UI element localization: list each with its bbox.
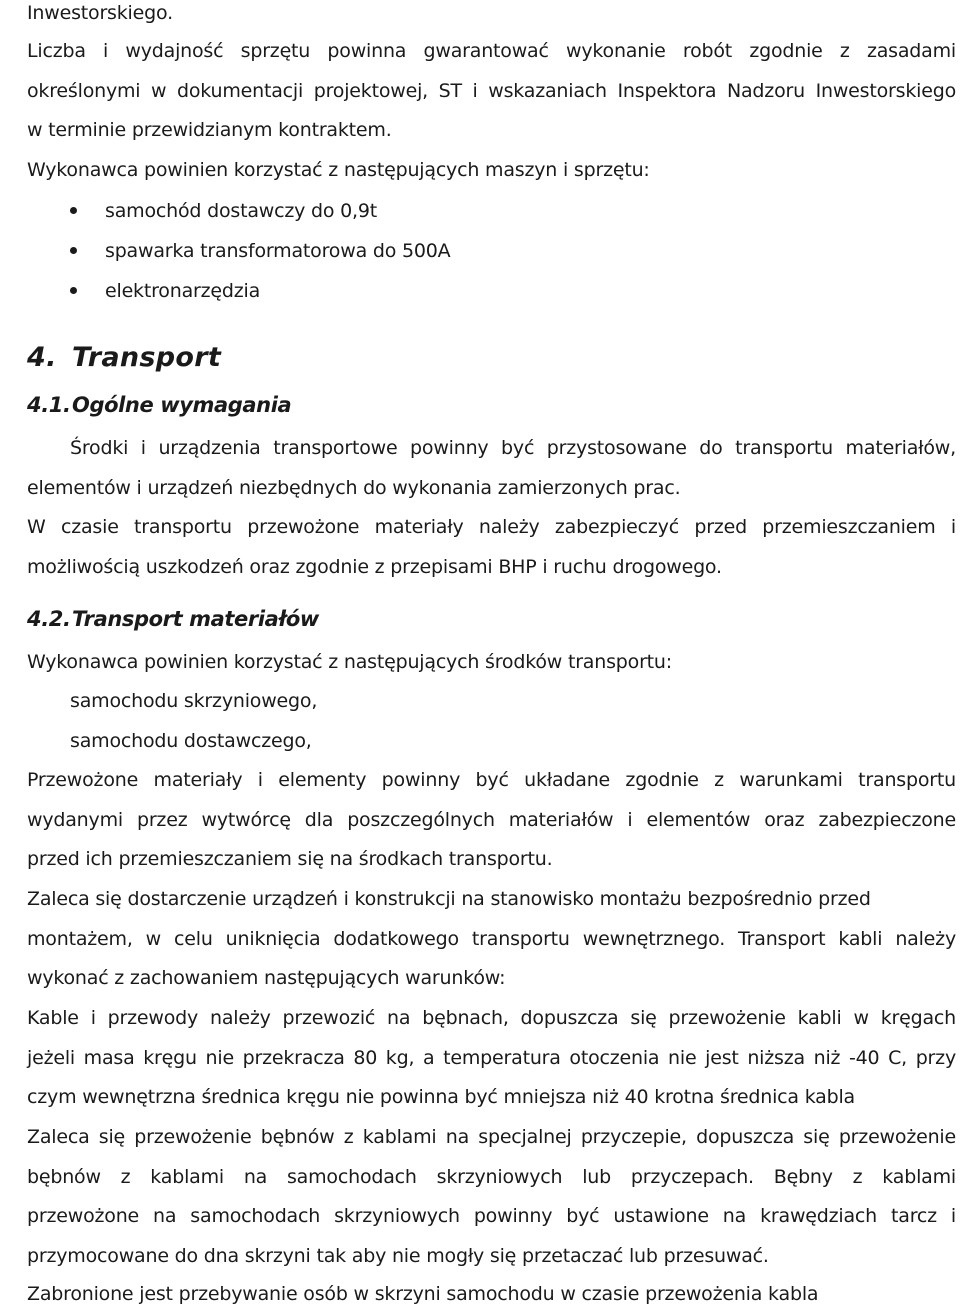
text-line: wykonać z zachowaniem następujących warunków: xyxy=(27,967,506,989)
bullet-icon xyxy=(70,247,77,254)
section-number: 4.2. xyxy=(27,607,71,631)
text-line: wydanymi przez wytwórcę dla poszczególnych materiałów i elementów oraz zabezpieczone xyxy=(27,809,956,831)
text-line: jeżeli masa kręgu nie przekracza 80 kg, a temperatura otoczenia nie jest niższa niż -40 C, przy xyxy=(27,1047,956,1069)
list-item: samochodu skrzyniowego, xyxy=(70,690,318,712)
text-line: Zaleca się dostarczenie urządzeń i konstrukcji na stanowisko montażu bezpośrednio przed xyxy=(27,888,871,910)
text-line: przymocowane do dna skrzyni tak aby nie mogły się przetaczać lub przesuwać. xyxy=(27,1245,769,1267)
list-item-text: spawarka transformatorowa do 500A xyxy=(105,240,451,262)
text-line: Wykonawca powinien korzystać z następujących środków transportu: xyxy=(27,651,672,673)
text-line: Zabronione jest przebywanie osób w skrzyni samochodu w czasie przewożenia kabla xyxy=(27,1283,819,1305)
text-line: przed ich przemieszczaniem się na środkach transportu. xyxy=(27,848,553,870)
text-line: określonymi w dokumentacji projektowej, ST i wskazaniach Inspektora Nadzoru Inwestorskiego xyxy=(27,80,956,102)
list-item-text: samochód dostawczy do 0,9t xyxy=(105,200,377,222)
text-line: Liczba i wydajność sprzętu powinna gwarantować wykonanie robót zgodnie z zasadami xyxy=(27,40,956,62)
text-line: możliwością uszkodzeń oraz zgodnie z przepisami BHP i ruchu drogowego. xyxy=(27,556,722,578)
text-line: Zaleca się przewożenie bębnów z kablami na specjalnej przyczepie, dopuszcza się przewożenie xyxy=(27,1126,956,1148)
text-line: przewożone na samochodach skrzyniowych powinny być ustawione na krawędziach tarcz i xyxy=(27,1205,956,1227)
list-item: samochodu dostawczego, xyxy=(70,730,312,752)
bullet-icon xyxy=(70,207,77,214)
list-item-text: elektronarzędzia xyxy=(105,280,261,302)
section-heading xyxy=(27,342,956,374)
text-line: bębnów z kablami na samochodach skrzyniowych lub przyczepach. Bębny z kablami xyxy=(27,1166,956,1188)
section-title: Transport materiałów xyxy=(72,607,319,631)
text-line: elementów i urządzeń niezbędnych do wykonania zamierzonych prac. xyxy=(27,477,681,499)
text-line: Środki i urządzenia transportowe powinny być przystosowane do transportu materiałów, xyxy=(70,437,956,459)
text-line: montażem, w celu uniknięcia dodatkowego transportu wewnętrznego. Transport kabli należy xyxy=(27,928,956,950)
text-line: Wykonawca powinien korzystać z następujących maszyn i sprzętu: xyxy=(27,159,650,181)
text-line: W czasie transportu przewożone materiały należy zabezpieczyć przed przemieszczaniem i xyxy=(27,516,956,538)
text-line: Inwestorskiego. xyxy=(27,2,173,24)
section-title: Ogólne wymagania xyxy=(72,393,292,417)
subsection-heading xyxy=(27,392,956,418)
text-line: Kable i przewody należy przewozić na bębnach, dopuszcza się przewożenie kabli w kręgach xyxy=(27,1007,956,1029)
text-line: w terminie przewidzianym kontraktem. xyxy=(27,119,392,141)
text-line: Przewożone materiały i elementy powinny być układane zgodnie z warunkami transportu xyxy=(27,769,956,791)
section-number: 4.1. xyxy=(27,393,71,417)
section-title: Transport xyxy=(72,342,222,373)
text-line: czym wewnętrzna średnica kręgu nie powinna być mniejsza niż 40 krotna średnica kabla xyxy=(27,1086,856,1108)
subsection-heading xyxy=(27,606,956,632)
section-number: 4. xyxy=(27,342,57,373)
bullet-icon xyxy=(70,287,77,294)
